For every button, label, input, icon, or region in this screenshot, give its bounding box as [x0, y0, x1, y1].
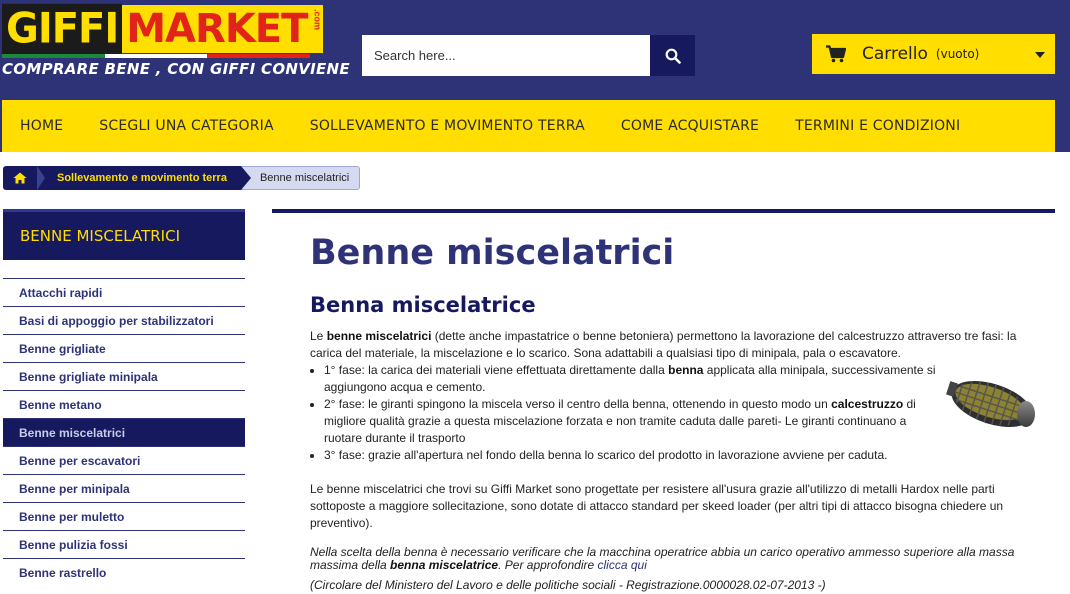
nav-item-how-to-buy[interactable]: COME ACQUISTARE: [620, 118, 760, 134]
category-description: [310, 328, 1050, 594]
site-header: [0, 0, 1070, 152]
page-title: Benne miscelatrici: [310, 233, 675, 273]
search-button[interactable]: [650, 35, 695, 76]
note-paragraph: Nella scelta della benna è necessario verificare che la macchina operatrice abbia un carico operativo ammesso superiore alla massa massima della benna miscelatrice. Per approfondire clicca qui: [310, 545, 1015, 572]
cart-title: Carrello: [862, 44, 928, 64]
breadcrumb-home[interactable]: [3, 166, 37, 190]
breadcrumb: [3, 166, 360, 190]
logo-giffi: GIFFI: [2, 4, 122, 54]
category-content: [272, 209, 1055, 592]
site-logo[interactable]: [2, 4, 350, 80]
sidebar-item[interactable]: Benne per minipala: [3, 474, 245, 502]
sidebar-title: BENNE MISCELATRICI: [3, 209, 245, 260]
breadcrumb-current: Benne miscelatrici: [241, 166, 360, 190]
logo-flag-stripe: [2, 54, 310, 58]
more-info-link[interactable]: clicca qui: [597, 558, 647, 572]
reference-paragraph: (Circolare del Ministero del Lavoro e delle politiche sociali - Registrazione.0000028.02-07-2013 -): [310, 578, 826, 592]
main-nav: [2, 100, 1055, 152]
cart-status: (vuoto): [935, 47, 980, 61]
sidebar-item[interactable]: Benne metano: [3, 390, 245, 418]
search-icon: [665, 48, 681, 64]
sidebar-item[interactable]: Benne pulizia fossi: [3, 530, 245, 558]
sidebar-item[interactable]: Benne per escavatori: [3, 446, 245, 474]
phase-list: [324, 362, 942, 464]
sidebar-item[interactable]: Benne grigliate minipala: [3, 362, 245, 390]
list-item: • 3° fase: grazie all'apertura nel fondo della benna lo scarico del prodotto in lavorazione avviene per caduta.: [324, 447, 942, 464]
breadcrumb-parent[interactable]: Sollevamento e movimento terra: [37, 166, 241, 190]
sidebar-item[interactable]: Basi di appoggio per stabilizzatori: [3, 306, 245, 334]
sidebar-item-active[interactable]: Benne miscelatrici: [3, 418, 245, 446]
category-sidebar: [3, 209, 245, 586]
search-bar: [362, 35, 695, 76]
page-subtitle: Benna miscelatrice: [310, 293, 536, 317]
home-icon: [13, 172, 27, 184]
cart-dropdown[interactable]: [812, 34, 1055, 74]
sidebar-item[interactable]: Attacchi rapidi: [3, 278, 245, 306]
hardox-paragraph: Le benne miscelatrici che trovi su Giffi Market sono progettate per resistere all'usura grazie all'utilizzo di metalli Hardox nelle parti sottoposte a maggiore sollecitazione, sono dotate di attacco standard per skeed loader (per altri tipi di attacco bisogna chiedere un preventivo).: [310, 482, 1004, 530]
logo-com: .com: [311, 5, 323, 53]
intro-paragraph: Le benne miscelatrici (dette anche impastatrice o benne betoniera) permettono la lavorazione del calcestruzzo attraverso tre fasi: la carica del materiale, la miscelazione e lo scarico. Sona adattabili a qualsiasi tipo di minipala, pala o escavatore.: [310, 329, 1017, 360]
logo-tagline: COMPRARE BENE , CON GIFFI CONVIENE: [2, 60, 350, 78]
list-item: • 2° fase: le giranti spingono la miscela verso il centro della benna, ottenendo in questo modo un calcestruzzo di migliore qualità grazie a questa miscelazione forzata e non tramite caduta dalle pareti- Le giranti continuano a ruotare durante il trasporto: [324, 396, 942, 447]
sidebar-item[interactable]: Benne grigliate: [3, 334, 245, 362]
nav-item-terms[interactable]: TERMINI E CONDIZIONI: [795, 118, 961, 134]
search-input[interactable]: [362, 35, 650, 76]
chevron-down-icon: [1035, 52, 1045, 58]
sidebar-item[interactable]: Benne rastrello: [3, 558, 245, 586]
logo-market: MARKET: [122, 5, 311, 53]
mixer-bucket-image[interactable]: [944, 372, 1040, 434]
nav-item-home[interactable]: HOME: [20, 118, 64, 134]
cart-icon: [826, 45, 846, 63]
nav-item-earthmoving[interactable]: SOLLEVAMENTO E MOVIMENTO TERRA: [309, 118, 585, 134]
nav-item-categories[interactable]: SCEGLI UNA CATEGORIA: [99, 118, 274, 134]
sidebar-list: [3, 278, 245, 586]
sidebar-item[interactable]: Benne per muletto: [3, 502, 245, 530]
list-item: • 1° fase: la carica dei materiali viene effettuata direttamente dalla benna applicata alla minipala, successivamente si aggiungono acqua e cemento.: [324, 362, 942, 396]
